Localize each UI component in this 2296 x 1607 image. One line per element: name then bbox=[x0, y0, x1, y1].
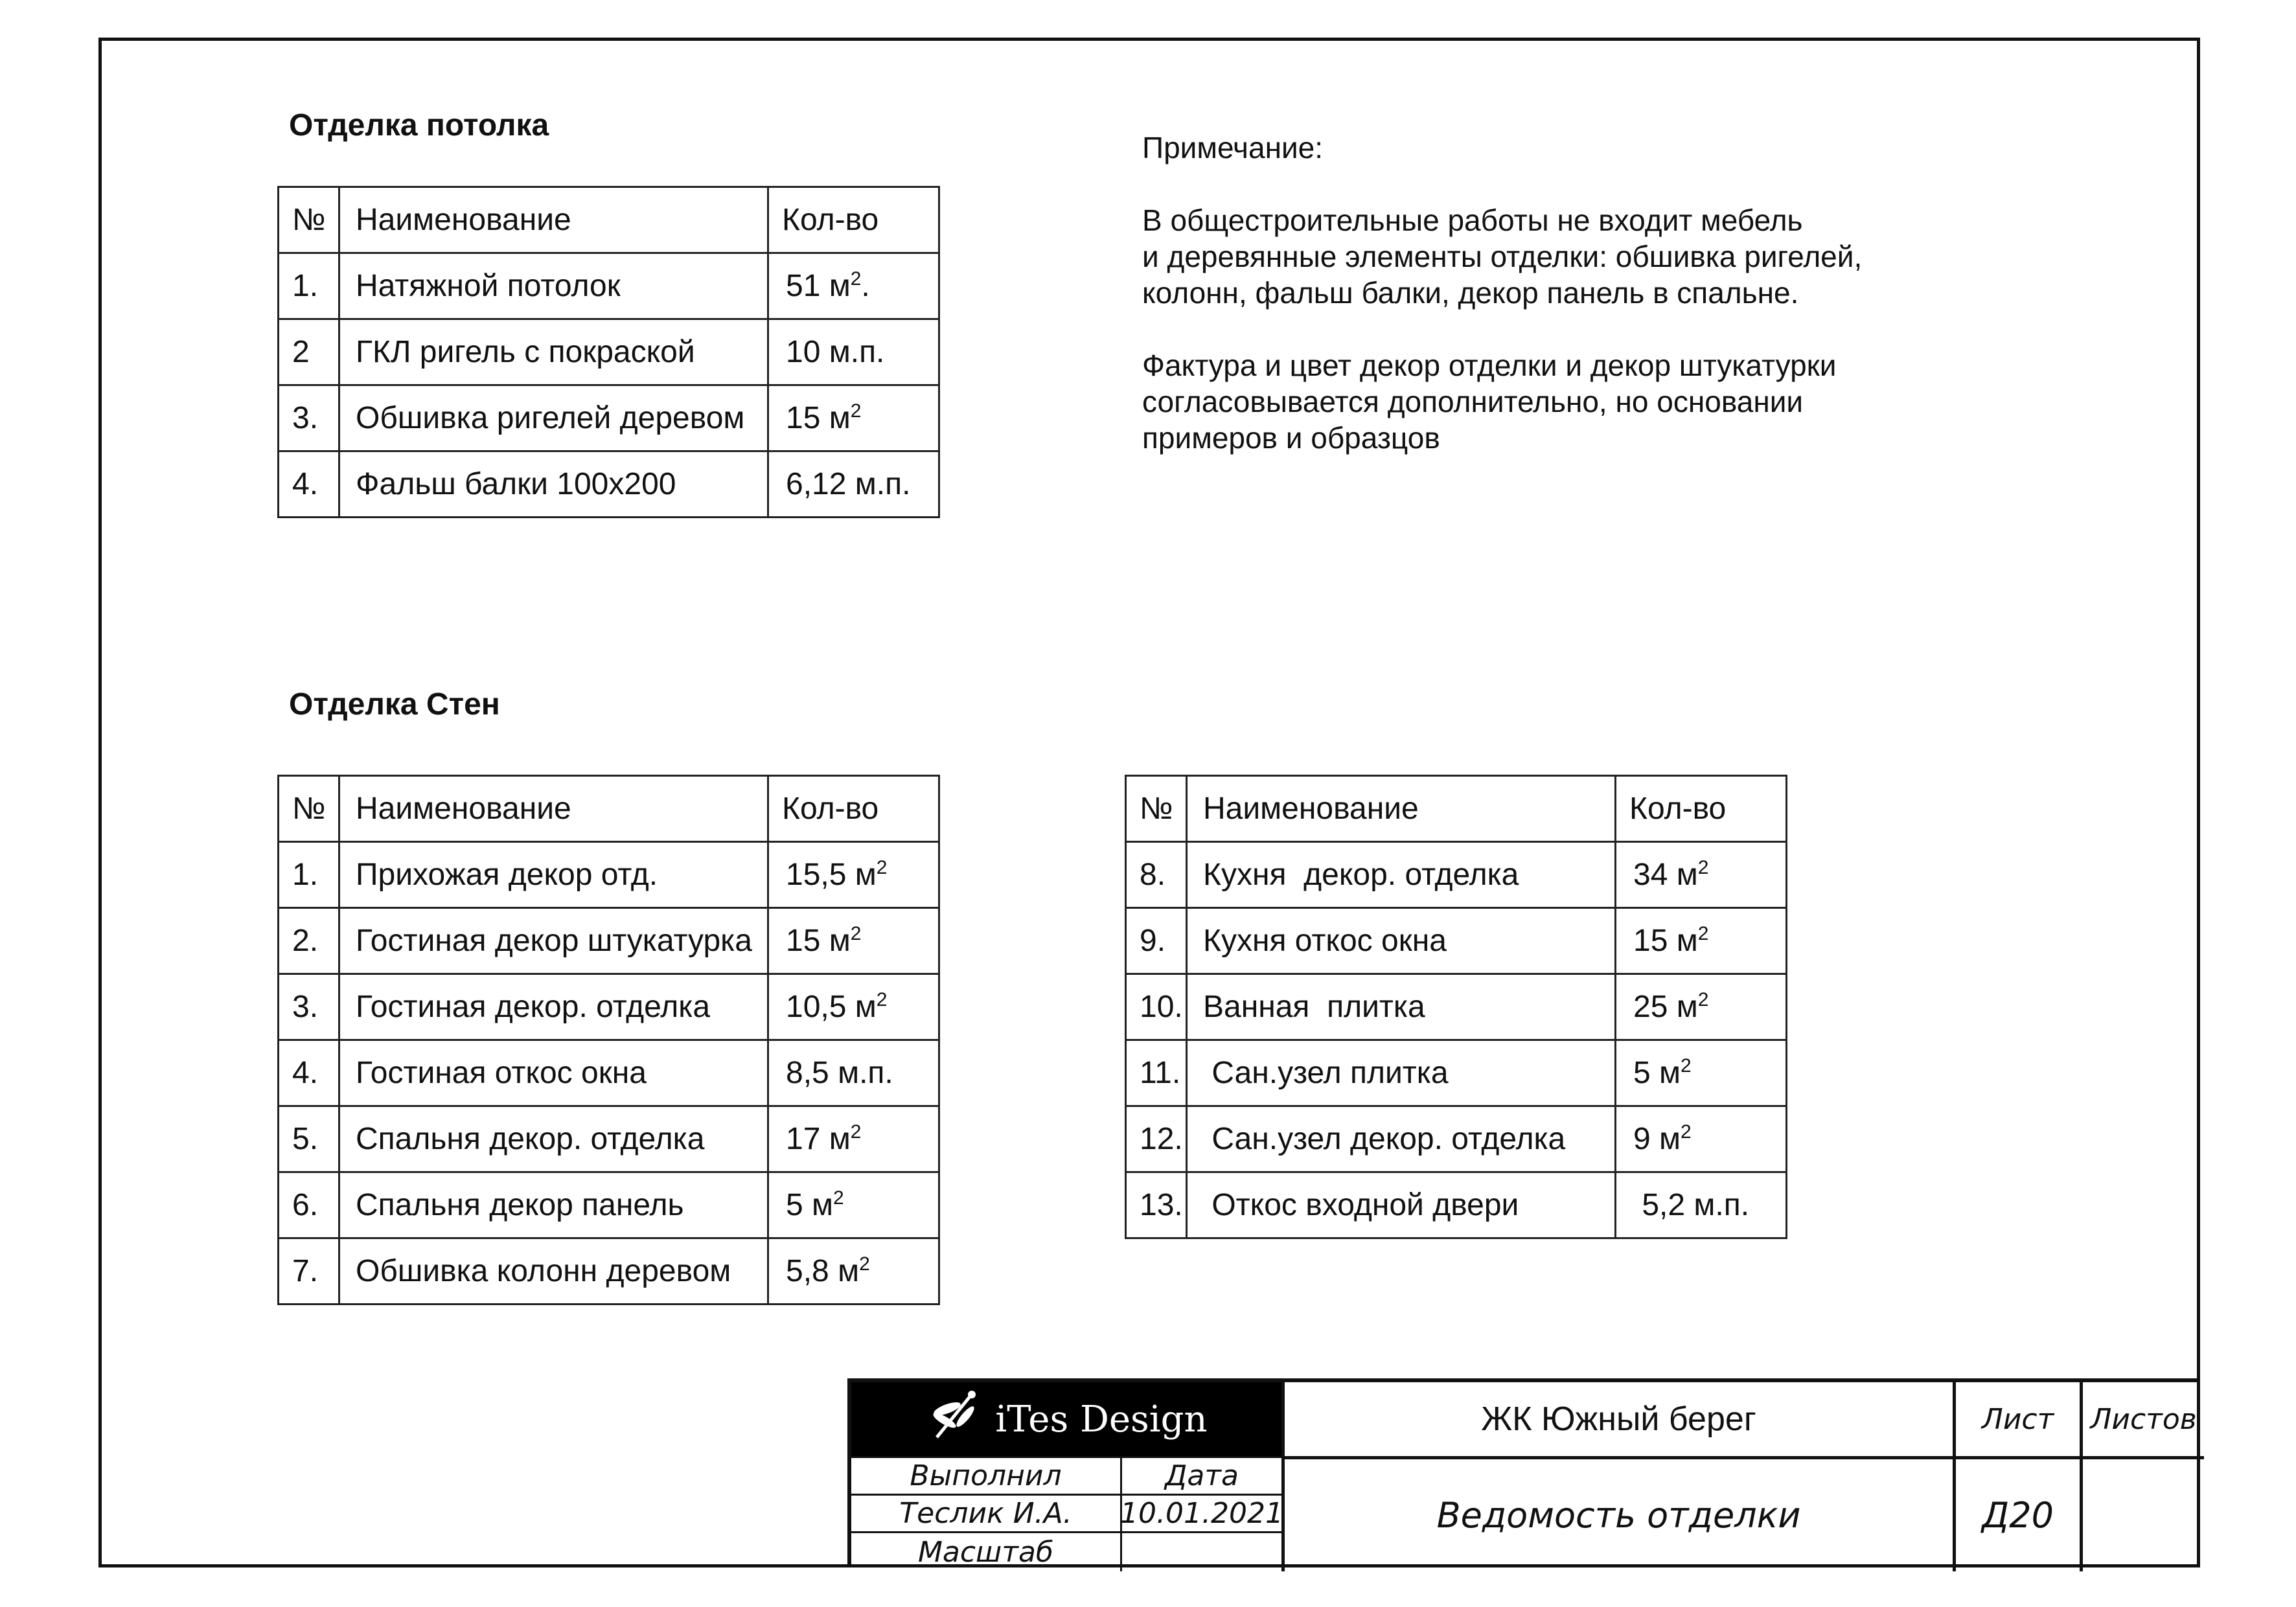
row-name: Гостиная декор штукатурка bbox=[339, 908, 768, 974]
quantity-value: 15 м bbox=[786, 924, 851, 958]
date-value: 10.01.2021 bbox=[1122, 1494, 1281, 1531]
row-number: 2. bbox=[279, 908, 339, 974]
scale-label: Масштаб bbox=[851, 1531, 1122, 1571]
row-name: Фальш балки 100х200 bbox=[339, 451, 768, 518]
quantity-unit-exponent: 2 bbox=[850, 1121, 862, 1143]
title-block bbox=[847, 1378, 2200, 1567]
quantity-unit-exponent: 2 bbox=[1697, 857, 1709, 878]
notes-line: Фактура и цвет декор отделки и декор штукатурки bbox=[1142, 348, 1837, 382]
quantity-value: 6,12 м.п. bbox=[786, 467, 911, 501]
row-name: Гостиная откос окна bbox=[339, 1040, 768, 1106]
walls-row bbox=[1126, 1172, 1787, 1238]
row-name: Сан.узел плитка bbox=[1187, 1040, 1616, 1106]
walls-row bbox=[1126, 842, 1787, 908]
document-title: Ведомость отделки bbox=[1281, 1456, 1953, 1571]
walls-row bbox=[279, 908, 939, 974]
quantity-value: 15 м bbox=[1633, 924, 1698, 958]
row-quantity bbox=[768, 1040, 939, 1106]
quantity-unit-exponent: 2 bbox=[859, 1253, 870, 1275]
row-quantity bbox=[768, 842, 939, 908]
quantity-value: 51 м bbox=[786, 269, 851, 303]
ceiling-table bbox=[277, 186, 940, 518]
row-number: 6. bbox=[279, 1172, 339, 1238]
row-number: 3. bbox=[279, 385, 339, 451]
row-number: 9. bbox=[1126, 908, 1187, 974]
quantity-unit-exponent: 2 bbox=[833, 1187, 844, 1209]
walls-row bbox=[1126, 908, 1787, 974]
walls-table-header bbox=[1126, 776, 1787, 842]
walls-row bbox=[279, 1040, 939, 1106]
notes-line: примеров и образцов bbox=[1142, 421, 1440, 455]
company-logo bbox=[851, 1382, 1281, 1456]
quantity-value: 8,5 м.п. bbox=[786, 1056, 893, 1090]
ceiling-row bbox=[279, 253, 939, 319]
quantity-unit-exponent: 2 bbox=[850, 268, 862, 290]
row-name: ГКЛ ригель с покраской bbox=[339, 319, 768, 385]
sheet-number: Д20 bbox=[1953, 1456, 2080, 1571]
row-number: 8. bbox=[1126, 842, 1187, 908]
walls-row bbox=[279, 1238, 939, 1305]
row-number: 3. bbox=[279, 974, 339, 1040]
row-number: 1. bbox=[279, 842, 339, 908]
ceiling-row bbox=[279, 385, 939, 451]
quantity-value: 5,2 м.п. bbox=[1633, 1188, 1750, 1222]
quantity-unit-exponent: 2 bbox=[1697, 989, 1709, 1010]
notes-line: В общестроительные работы не входит мебель bbox=[1142, 203, 1803, 237]
header-quantity: Кол-во bbox=[768, 187, 939, 253]
sheets-label: Листов bbox=[2080, 1382, 2204, 1456]
row-name: Обшивка ригелей деревом bbox=[339, 385, 768, 451]
project-name: ЖК Южный берег bbox=[1281, 1382, 1953, 1456]
row-quantity bbox=[1616, 842, 1787, 908]
ceiling-row bbox=[279, 451, 939, 518]
header-number: № bbox=[279, 187, 339, 253]
row-quantity bbox=[1616, 1106, 1787, 1172]
row-name: Кухня откос окна bbox=[1187, 908, 1616, 974]
walls-row bbox=[1126, 1040, 1787, 1106]
scale-value bbox=[1122, 1531, 1281, 1571]
walls-table-left bbox=[277, 775, 940, 1305]
quantity-unit-exponent: 2 bbox=[1681, 1055, 1692, 1077]
row-name: Спальня декор. отделка bbox=[339, 1106, 768, 1172]
walls-row bbox=[279, 842, 939, 908]
row-quantity bbox=[768, 1238, 939, 1305]
quantity-unit-exponent: 2 bbox=[1697, 923, 1709, 944]
quantity-value: 9 м bbox=[1633, 1122, 1681, 1156]
quantity-unit-exponent: 2 bbox=[850, 400, 862, 422]
walls-table-header bbox=[279, 776, 939, 842]
notes-block bbox=[1142, 130, 2010, 492]
row-name: Откос входной двери bbox=[1187, 1172, 1616, 1238]
row-number: 1. bbox=[279, 253, 339, 319]
sheets-count bbox=[2080, 1456, 2204, 1571]
row-number: 13. bbox=[1126, 1172, 1187, 1238]
row-number: 2 bbox=[279, 319, 339, 385]
header-quantity: Кол-во bbox=[1616, 776, 1787, 842]
row-quantity bbox=[1616, 908, 1787, 974]
quantity-value: 34 м bbox=[1633, 858, 1698, 892]
ceiling-row bbox=[279, 319, 939, 385]
ceiling-table-header bbox=[279, 187, 939, 253]
author-name: Теслик И.А. bbox=[851, 1494, 1122, 1531]
row-name: Прихожая декор отд. bbox=[339, 842, 768, 908]
quantity-value: 5 м bbox=[786, 1188, 834, 1222]
row-number: 10. bbox=[1126, 974, 1187, 1040]
row-quantity bbox=[1616, 1172, 1787, 1238]
quantity-value: 10 м.п. bbox=[786, 335, 885, 369]
row-quantity bbox=[768, 908, 939, 974]
header-name: Наименование bbox=[339, 776, 768, 842]
walls-row bbox=[279, 1106, 939, 1172]
quantity-unit-exponent: 2 bbox=[1681, 1121, 1692, 1143]
quantity-suffix: . bbox=[861, 269, 870, 303]
quantity-value: 10,5 м bbox=[786, 990, 877, 1024]
row-quantity bbox=[768, 1172, 939, 1238]
quantity-unit-exponent: 2 bbox=[876, 989, 888, 1010]
quantity-value: 25 м bbox=[1633, 990, 1698, 1024]
row-quantity bbox=[768, 319, 939, 385]
notes-line: и деревянные элементы отделки: обшивка ригелей, bbox=[1142, 240, 1863, 273]
row-quantity bbox=[1616, 1040, 1787, 1106]
notes-paragraph-1 bbox=[1142, 202, 2010, 311]
row-name: Обшивка колонн деревом bbox=[339, 1238, 768, 1305]
notes-paragraph-2 bbox=[1142, 347, 2010, 456]
date-label: Дата bbox=[1122, 1456, 1281, 1494]
header-name: Наименование bbox=[1187, 776, 1616, 842]
row-number: 7. bbox=[279, 1238, 339, 1305]
dragonfly-icon bbox=[925, 1387, 983, 1452]
row-name: Спальня декор панель bbox=[339, 1172, 768, 1238]
row-quantity bbox=[1616, 974, 1787, 1040]
header-name: Наименование bbox=[339, 187, 768, 253]
quantity-value: 17 м bbox=[786, 1122, 851, 1156]
walls-row bbox=[279, 974, 939, 1040]
row-number: 5. bbox=[279, 1106, 339, 1172]
quantity-value: 5,8 м bbox=[786, 1254, 860, 1288]
row-name: Кухня декор. отделка bbox=[1187, 842, 1616, 908]
row-name: Сан.узел декор. отделка bbox=[1187, 1106, 1616, 1172]
row-name: Ванная плитка bbox=[1187, 974, 1616, 1040]
quantity-value: 15,5 м bbox=[786, 858, 877, 892]
quantity-value: 15 м bbox=[786, 401, 851, 435]
notes-title: Примечание: bbox=[1142, 131, 1324, 165]
notes-line: согласовывается дополнительно, но основании bbox=[1142, 385, 1804, 418]
ceiling-heading: Отделка потолка bbox=[289, 108, 549, 142]
row-quantity bbox=[768, 253, 939, 319]
header-number: № bbox=[1126, 776, 1187, 842]
company-name: iTes Design bbox=[995, 1398, 1208, 1441]
performed-label: Выполнил bbox=[851, 1456, 1122, 1494]
walls-row bbox=[279, 1172, 939, 1238]
row-quantity bbox=[768, 451, 939, 518]
quantity-value: 5 м bbox=[1633, 1056, 1681, 1090]
row-number: 11. bbox=[1126, 1040, 1187, 1106]
row-name: Натяжной потолок bbox=[339, 253, 768, 319]
header-number: № bbox=[279, 776, 339, 842]
sheet-label: Лист bbox=[1953, 1382, 2080, 1456]
notes-line: колонн, фальш балки, декор панель в спальне. bbox=[1142, 276, 1799, 310]
row-quantity bbox=[768, 385, 939, 451]
quantity-unit-exponent: 2 bbox=[876, 857, 888, 878]
walls-table-right bbox=[1125, 775, 1787, 1239]
header-quantity: Кол-во bbox=[768, 776, 939, 842]
row-name: Гостиная декор. отделка bbox=[339, 974, 768, 1040]
walls-row bbox=[1126, 1106, 1787, 1172]
row-number: 12. bbox=[1126, 1106, 1187, 1172]
row-quantity bbox=[768, 1106, 939, 1172]
quantity-unit-exponent: 2 bbox=[850, 923, 862, 944]
row-number: 4. bbox=[279, 451, 339, 518]
walls-heading: Отделка Стен bbox=[289, 687, 500, 722]
walls-row bbox=[1126, 974, 1787, 1040]
row-number: 4. bbox=[279, 1040, 339, 1106]
row-quantity bbox=[768, 974, 939, 1040]
